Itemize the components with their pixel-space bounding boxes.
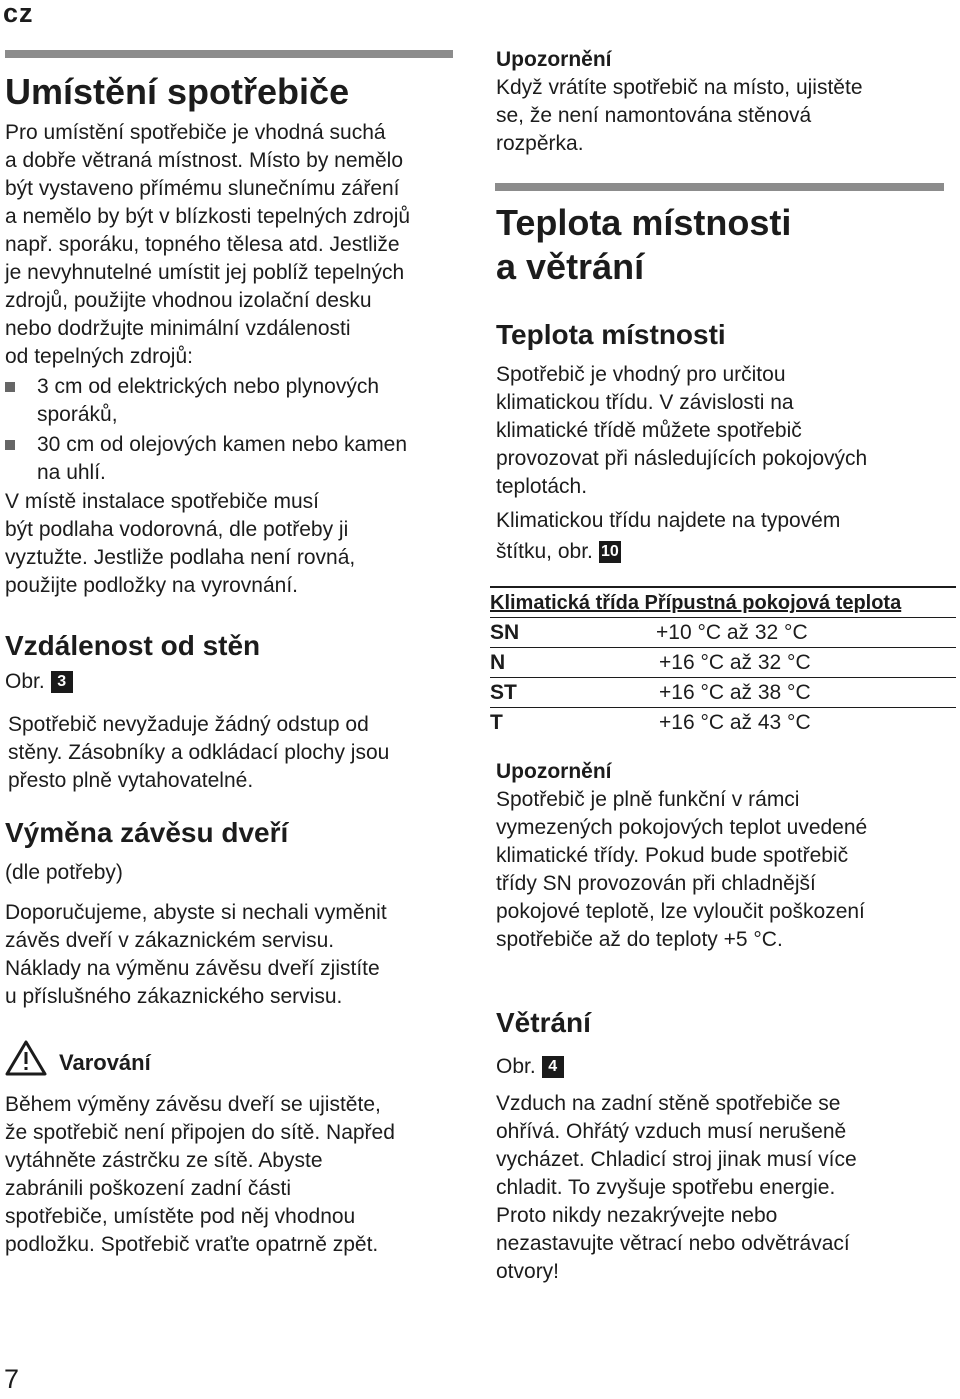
text-line: chladit. To zvyšuje spotřebu energie.	[496, 1176, 836, 1199]
figure-reference	[5, 668, 465, 696]
floor-paragraph	[5, 488, 465, 600]
text-line: třídy SN provozován při chladnější	[496, 872, 816, 895]
warning-triangle-icon	[5, 1039, 47, 1077]
table-row	[490, 618, 956, 648]
distance-paragraph	[5, 711, 465, 795]
figure-label: Obr.	[5, 670, 45, 693]
text-line: vycházet. Chladicí stroj jinak musí více	[496, 1148, 857, 1171]
rating-plate-paragraph	[496, 507, 956, 566]
text-line: stěny. Zásobníky a odkládací plochy jsou	[8, 741, 390, 764]
right-column	[490, 46, 956, 1286]
text-line: spotřebiče až do teploty +5 °C.	[496, 928, 783, 951]
figure-reference	[496, 1053, 956, 1081]
figure-number-badge: 4	[542, 1056, 564, 1078]
table-row	[490, 648, 956, 678]
text-line: Doporučujeme, abyste si nechali vyměnit	[5, 901, 387, 924]
room-temp-heading: Teplota místnosti	[496, 319, 726, 350]
climate-class-table	[490, 586, 956, 617]
text-line: a nemělo by být v blízkosti tepelných zdrojů	[5, 205, 411, 228]
text-line: u příslušného zákaznického servisu.	[5, 985, 343, 1008]
text-line: že spotřebič není připojen do sítě. Napřed	[5, 1121, 395, 1144]
warning-paragraph	[5, 1091, 465, 1259]
ventilation-paragraph	[496, 1090, 956, 1286]
header-text: Přípustná pokojová teplota	[644, 592, 902, 614]
table-cell-temp: +16 °C až 32 °C	[640, 648, 956, 678]
text-line: Náklady na výměnu závěsu dveří zjistíte	[5, 957, 380, 980]
figure-number-badge: 10	[599, 541, 621, 563]
climate-class-rows	[490, 617, 956, 737]
distance-heading: Vzdálenost od stěn	[5, 630, 261, 661]
text-line: Vzduch na zadní stěně spotřebiče se	[496, 1092, 841, 1115]
table-cell-class: N	[490, 648, 640, 678]
text-line: podložku. Spotřebič vraťte opatrně zpět.	[5, 1233, 379, 1256]
list-item	[5, 431, 465, 487]
text-line: Když vrátíte spotřebič na místo, ujistěte	[496, 76, 863, 99]
notice-paragraph	[496, 74, 956, 158]
hinge-subtitle: (dle potřeby)	[5, 861, 123, 884]
text-line: přesto plně vytahovatelné.	[8, 769, 254, 792]
text-line: teplotách.	[496, 475, 588, 498]
title-line: a větrání	[496, 246, 645, 287]
text-line: Pro umístění spotřebiče je vhodná suchá	[5, 121, 386, 144]
text-line: např. sporáku, topného tělesa atd. Jestliže	[5, 233, 400, 256]
page-number: 7	[4, 1364, 20, 1394]
notice-paragraph	[496, 786, 956, 954]
text-line: nebo dodržujte minimální vzdálenosti	[5, 317, 351, 340]
hinge-heading: Výměna závěsu dveří	[5, 817, 289, 848]
section-title	[496, 201, 956, 289]
text-line: V místě instalace spotřebiče musí	[5, 490, 319, 513]
text-line: rozpěrka.	[496, 132, 584, 155]
list-item	[5, 373, 465, 429]
text-line: být podlaha vodorovná, dle potřeby ji	[5, 518, 349, 541]
table-row	[490, 708, 956, 738]
text-line: a dobře větraná místnost. Místo by nemělo	[5, 149, 404, 172]
text-line: použijte podložky na vyrovnání.	[5, 574, 299, 597]
bullet-square-icon	[5, 382, 15, 392]
text-line: klimatické třídě můžete spotřebič	[496, 419, 802, 442]
table-cell-class: SN	[490, 618, 640, 648]
text-line: provozovat při následujících pokojových	[496, 447, 868, 470]
text-line: Spotřebič je plně funkční v rámci	[496, 788, 800, 811]
text-line: vymezených pokojových teplot uvedené	[496, 816, 868, 839]
text-line	[496, 538, 956, 566]
table-cell-temp: +10 °C až 32 °C	[640, 618, 956, 648]
language-code: cz	[3, 0, 34, 28]
text-line: ohřívá. Ohřátý vzduch musí nerušeně	[496, 1120, 847, 1143]
text-line: vytáhněte zástrčku ze sítě. Abyste	[5, 1149, 323, 1172]
text-line: klimatickou třídu. V závislosti na	[496, 391, 794, 414]
bullet-square-icon	[5, 440, 15, 450]
title-line: Teplota místnosti	[496, 202, 792, 243]
text-line: 3 cm od elektrických nebo plynových	[37, 375, 379, 398]
text-line: otvory!	[496, 1260, 560, 1283]
text-line: Během výměny závěsu dveří se ujistěte,	[5, 1093, 381, 1116]
header-text: Klimatická třída	[490, 592, 639, 614]
table-cell-class: T	[490, 710, 503, 734]
text-line: 30 cm od olejových kamen nebo kamen	[37, 433, 408, 456]
text-line: na uhlí.	[37, 461, 106, 484]
text-line: Spotřebič nevyžaduje žádný odstup od	[8, 713, 369, 736]
text-line: od tepelných zdrojů:	[5, 345, 193, 368]
text-line: nezastavujte větrací nebo odvětrávací	[496, 1232, 850, 1255]
text-line: spotřebiče, umístěte pod něj vhodnou	[5, 1205, 356, 1228]
text-line: je nevyhnutelné umístit jej poblíž tepelných	[5, 261, 405, 284]
table-header-class	[490, 587, 956, 617]
text-line: klimatické třídy. Pokud bude spotřebič	[496, 844, 849, 867]
text-line: se, že není namontována stěnová	[496, 104, 812, 127]
text-line: zdrojů, použijte vhodnou izolační desku	[5, 289, 372, 312]
text-line: pokojové teplotě, lze vyloučit poškození	[496, 900, 865, 923]
table-cell-class: ST	[490, 678, 640, 708]
warning-title: Varování	[59, 1050, 151, 1075]
figure-label: Obr.	[496, 1055, 536, 1078]
text-line: závěs dveří v zákaznickém servisu.	[5, 929, 335, 952]
text-line: zabránili poškození zadní části	[5, 1177, 291, 1200]
notice-title: Upozornění	[496, 760, 612, 783]
table-cell-temp: +16 °C až 38 °C	[640, 678, 956, 708]
text-line: Klimatickou třídu najdete na typovém	[496, 509, 841, 532]
table-header-row	[490, 587, 956, 617]
warning-header	[5, 1039, 465, 1077]
text-line: Spotřebič je vhodný pro určitou	[496, 363, 786, 386]
text-line: být vystaveno přímému slunečnímu záření	[5, 177, 400, 200]
text-line: sporáků,	[37, 403, 118, 426]
hinge-paragraph	[5, 899, 465, 1011]
text-line: vyztužte. Jestliže podlaha není rovná,	[5, 546, 356, 569]
table-row	[490, 678, 956, 708]
text-fragment: štítku, obr.	[496, 540, 593, 563]
section-rule-left	[5, 50, 453, 58]
room-temp-paragraph	[496, 361, 956, 501]
intro-paragraph	[5, 119, 465, 371]
figure-number-badge: 3	[51, 671, 73, 693]
table-cell-temp: +16 °C až 43 °C	[659, 710, 811, 734]
ventilation-heading: Větrání	[496, 1007, 591, 1038]
page-title: Umístění spotřebiče	[5, 71, 350, 112]
left-column	[5, 72, 465, 1259]
text-line: Proto nikdy nezakrývejte nebo	[496, 1204, 778, 1227]
notice-title: Upozornění	[496, 48, 612, 71]
